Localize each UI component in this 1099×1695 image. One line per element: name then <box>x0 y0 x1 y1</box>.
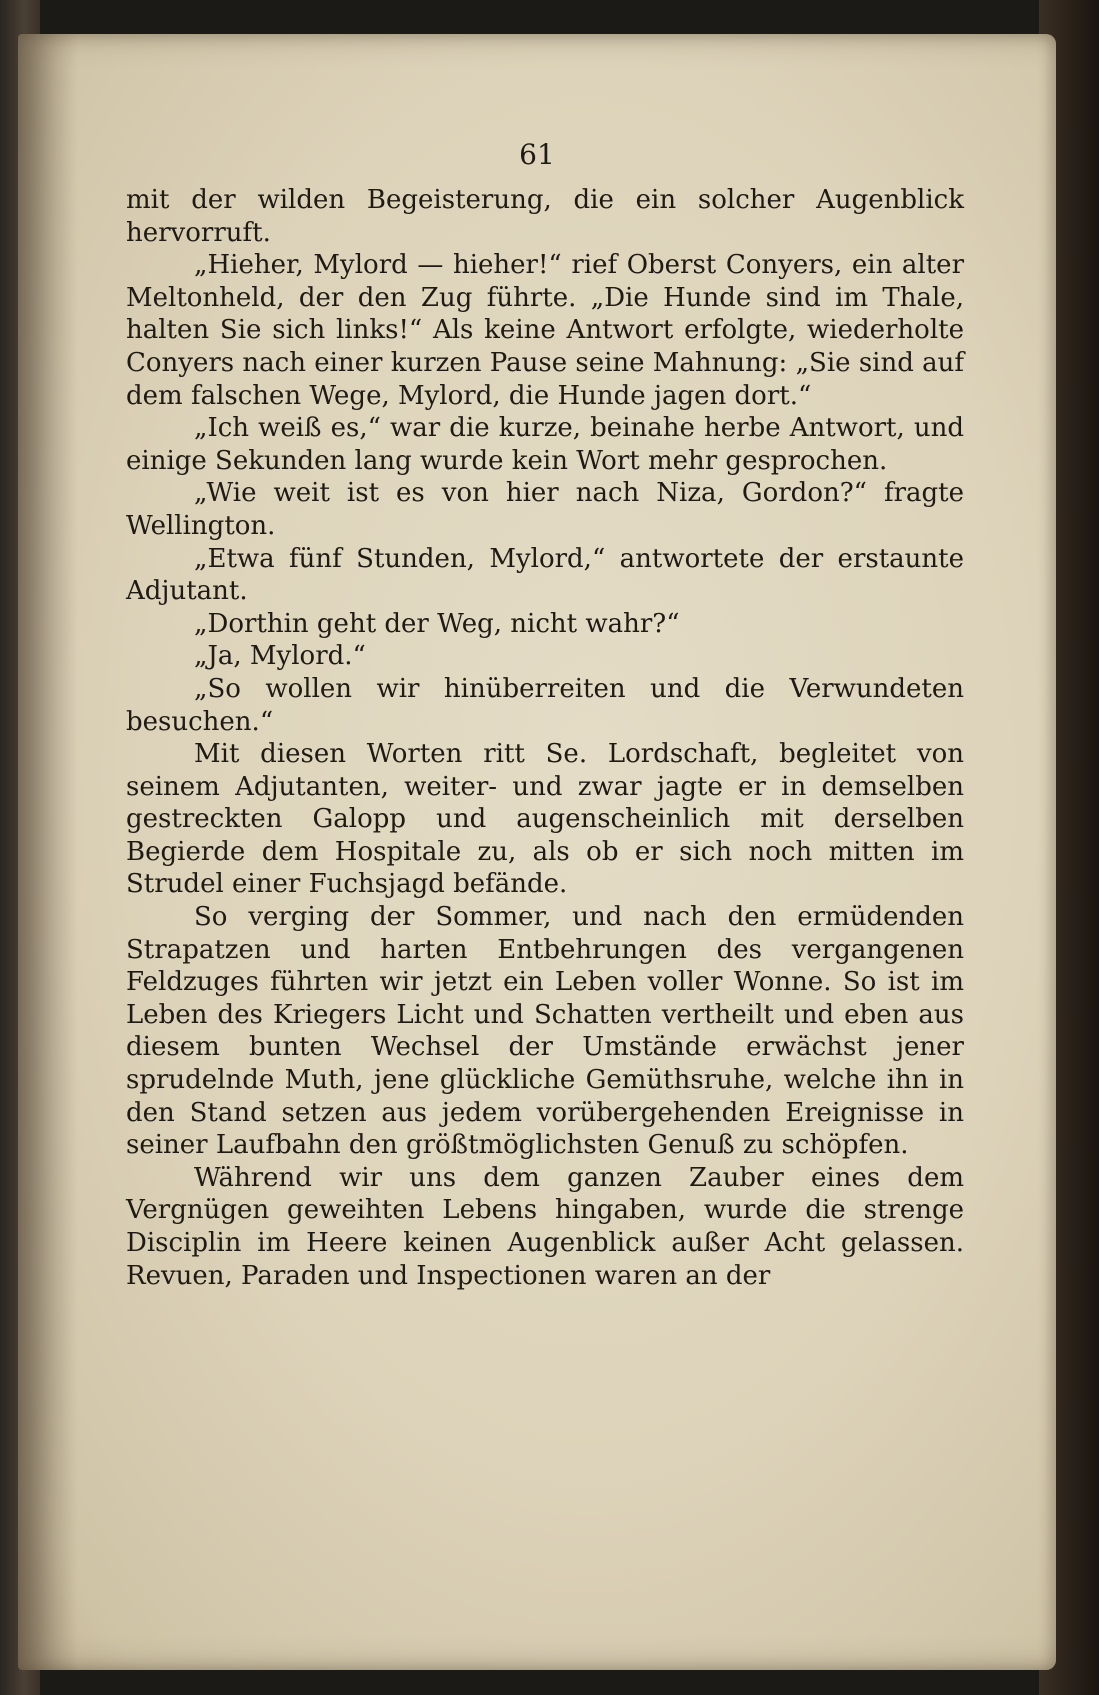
body-paragraph: „Ich weiß es,“ war die kurze, beinahe herbe Antwort, und einige Sekunden lang wurde kein Wort mehr gesprochen. <box>126 413 964 476</box>
body-paragraph: Mit diesen Worten ritt Se. Lordschaft, begleitet von seinem Adjutanten, weiter- und zwar jagte er in demselben gestreckten Galopp und augenscheinlich mit derselben Begierde dem Hospitale zu, als ob er sich noch mitten im Strudel einer Fuchsjagd befände. <box>126 739 964 900</box>
gutter-shadow <box>18 34 78 1670</box>
body-paragraph: So verging der Sommer, und nach den ermüdenden Strapatzen und harten Entbehrungen des vergangenen Feldzuges führten wir jetzt ein Leben voller Wonne. So ist im Leben des Kriegers Licht und Schatten vertheilt und eben aus diesem bunten Wechsel der Umstände erwächst jener sprudelnde Muth, jene glückliche Gemüthsruhe, welche ihn in den Stand setzen aus jedem vorübergehenden Ereignisse in seiner Laufbahn den größtmöglichsten Genuß zu schöpfen. <box>126 902 964 1161</box>
body-paragraph: „Ja, Mylord.“ <box>194 641 366 672</box>
body-paragraph: mit der wilden Begeisterung, die ein solcher Augenblick hervorruft. <box>126 185 964 248</box>
body-paragraph: „Wie weit ist es von hier nach Niza, Gordon?“ fragte Wellington. <box>126 478 964 541</box>
page-number: 61 <box>519 138 555 171</box>
body-paragraph: „Hieher, Mylord — hieher!“ rief Oberst Conyers, ein alter Meltonheld, der den Zug führte. „Die Hunde sind im Thale, halten Sie sich links!“ Als keine Antwort erfolgte, wiederholte Conyers nach einer kurzen Pause seine Mahnung: „Sie sind auf dem falschen Wege, Mylord, die Hunde jagen dort.“ <box>126 250 964 411</box>
body-paragraph: „Etwa fünf Stunden, Mylord,“ antwortete der erstaunte Adjutant. <box>126 543 964 607</box>
body-paragraph: „So wollen wir hinüberreiten und die Verwundeten besuchen.“ <box>126 673 964 737</box>
body-paragraph: „Dorthin geht der Weg, nicht wahr?“ <box>194 608 680 639</box>
page-body-text <box>126 184 964 1292</box>
body-paragraph: Während wir uns dem ganzen Zauber eines dem Vergnügen geweihten Lebens hingaben, wurde die strenge Disciplin im Heere keinen Augenblick außer Acht gelassen. Revuen, Paraden und Inspectionen waren an der <box>126 1162 964 1291</box>
book-page <box>18 34 1056 1670</box>
